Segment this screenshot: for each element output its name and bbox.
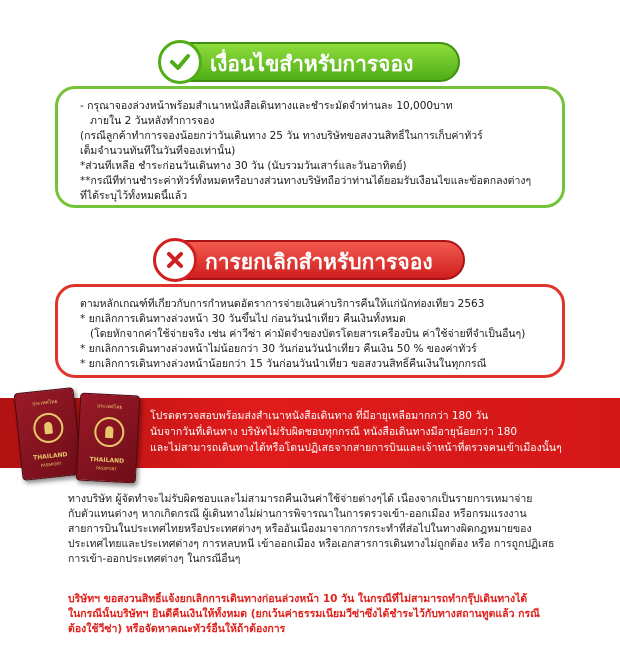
reserve-note [68,592,540,637]
passport-image [14,387,83,481]
passport-banner-line: และไม่สามารถเดินทางได้หรือโดนปฏิเสธจากสายการบินและเจ้าหน้าที่ตรวจคนเข้าเมืองนั้นๆ [150,442,562,454]
emblem-icon [32,411,65,444]
conditions-header [0,42,620,82]
passport-country: THAILAND [89,456,125,465]
conditions-line: ที่ได้ระบุไว้ทั้งหมดนี้แล้ว [80,190,188,202]
reserve-note-line: ในกรณีนั้นบริษัทฯ ยินดีคืนเงินให้ทั้งหมด (ยกเว้นค่าธรรมเนียมวีซ่าซึ่งได้ชำระไว้กับทางสถานทูตแล้ว กรณี [68,608,540,620]
x-icon [153,238,197,282]
reserve-note-line: บริษัทฯ ขอสงวนสิทธิ์แจ้งยกเลิกการเดินทางก่อนล่วงหน้า 10 วัน ในกรณีที่ไม่สามารถทำกรุ๊ปเดินทางได้ [68,593,528,605]
conditions-line: - กรุณาจองล่วงหน้าพร้อมสำเนาหนังสือเดินทางและชำระมัดจำท่านละ 10,000บาท [80,100,453,112]
conditions-line: เต็มจำนวนทันทีในวันที่จองเท่านั้น) [80,145,236,157]
passport-type: PASSPORT [96,465,117,472]
conditions-line: **กรณีที่ท่านชำระค่าทัวร์ทั้งหมดหรือบางส่วนทางบริษัทถือว่าท่านได้ยอมรับเงื่อนไขและข้อตกลงต่างๆ [80,175,532,187]
reserve-note-line: ต้องใช้วีซ่า) หรือจัดหาคณะทัวร์อื่นให้ถ้าต้องการ [68,623,286,635]
conditions-line: *ส่วนที่เหลือ ชำระก่อนวันเดินทาง 30 วัน (นับรวมวันเสาร์และวันอาทิตย์) [80,160,407,172]
passport-country: THAILAND [32,451,68,462]
check-icon [158,40,202,84]
passport-top-label: ประเทศไทย [96,403,123,411]
conditions-line: (กรณีลูกค้าทำการจองน้อยกว่าวันเดินทาง 25 วัน ทางบริษัทขอสงวนสิทธิ์ในการเก็บค่าทัวร์ [80,130,483,142]
disclaimer-line: ทางบริษัท ผู้จัดทำจะไม่รับผิดชอบและไม่สามารถคืนเงินค่าใช้จ่ายต่างๆได้ เนื่องจากเป็นรายการเหมาจ่าย [68,493,533,505]
cancellation-header [0,240,620,280]
passport-type: PASSPORT [40,460,62,468]
cancellation-line: * ยกเลิกการเดินทางล่วงหน้าน้อยกว่า 15 วันก่อนวันนำเที่ยว ขอสงวนสิทธิ์คืนเงินในทุกกรณี [80,358,487,370]
conditions-title-pill [160,42,460,82]
passport-banner-line: นับจากวันที่เดินทาง บริษัทไม่รับผิดชอบทุกกรณี หนังสือเดินทางมีอายุน้อยกว่า 180 [150,426,518,438]
cancellation-line: ตามหลักเกณฑ์ที่เกี่ยวกับการกำหนดอัตราการจ่ายเงินค่าบริการคืนให้แก่นักท่องเที่ยว 2563 [80,298,485,310]
disclaimer-line: ประเทศไทยและประเทศต่างๆ การหลบหนี เข้าออกเมือง หรือเอกสารการเดินทางไม่ถูกต้อง หรือ การถูกปฏิเสธ [68,538,555,550]
disclaimer-line: กับตัวแทนต่างๆ หากเกิดกรณี ผู้เดินทางไม่ผ่านการพิจารณาในการตรวจเข้า-ออกเมือง หรือกรมแรงงาน [68,508,527,520]
cancellation-title-pill [155,240,465,280]
passport-banner-line: โปรดตรวจสอบพร้อมส่งสำเนาหนังสือเดินทาง ที่มีอายุเหลือมากกว่า 180 วัน [150,410,489,422]
disclaimer-line: การเข้า-ออกประเทศต่างๆ ในกรณีอื่นๆ [68,553,241,565]
cancellation-line: (โดยหักจากค่าใช้จ่ายจริง เช่น ค่าวีซ่า ค่ามัดจำของบัตรโดยสารเครื่องบิน ค่าใช้จ่ายที่จำเป็นอื่นๆ) [90,328,526,340]
cancellation-box [55,284,565,378]
conditions-title: เงื่อนไขสำหรับการจอง [210,52,414,76]
disclaimer-line: สายการบินในประเทศไทยหรือประเทศต่างๆ หรืออันเนื่องมาจากการกระทำที่ส่อไปในทางผิดกฎหมายของ [68,523,532,535]
emblem-icon [94,416,126,448]
disclaimer-paragraph [68,492,554,567]
cancellation-line: * ยกเลิกการเดินทางล่วงหน้า 30 วันขึ้นไป ก่อนวันนำเที่ยว คืนเงินทั้งหมด [80,313,406,325]
passport-image [76,392,141,483]
conditions-box [55,86,565,208]
cancellation-line: * ยกเลิกการเดินทางล่วงหน้าไม่น้อยกว่า 30 วันก่อนวันนำเที่ยว คืนเงิน 50 % ของค่าทัวร์ [80,343,477,355]
passport-banner-text [150,408,562,456]
passport-top-label: ประเทศไทย [31,398,58,408]
conditions-line: ภายใน 2 วันหลังทำการจอง [90,115,215,127]
cancellation-title: การยกเลิกสำหรับการจอง [205,250,433,274]
